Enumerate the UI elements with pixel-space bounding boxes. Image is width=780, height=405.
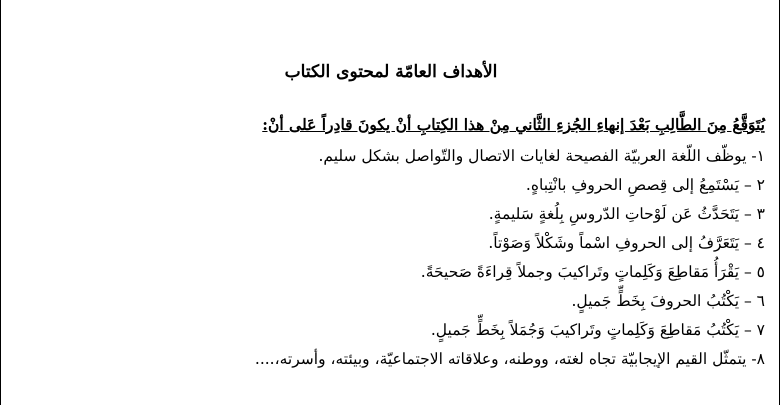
objective-item-4: ٤ – يَتَعَرَّفُ إلى الحروفِ اسْماً وشَكْلاً وَصَوْتاً. [488, 234, 765, 252]
objective-item-3: ٣ – يَتَحَدَّثُ عَن لَوْحاتِ الدّروسِ بِلُغةٍ سَليمةٍ. [488, 205, 765, 223]
objective-item-5: ٥ – يَقْرَأُ مَقاطِعَ وَكَلِماتٍ وتَراكيبَ وجملاً قِراءَةً صَحيحَةً. [420, 263, 765, 281]
objective-item-8: ٨- يتمثّل القيم الإيجابيّة تجاه لغته، ووطنه، وعلاقاته الاجتماعيّة، وبيئته، وأسرته،.... [254, 350, 765, 368]
objective-item-1: ١- يوظّف اللّغة العربيّة الفصيحة لغايات الاتصال والتّواصل بشكل سليم. [318, 147, 765, 165]
objective-item-2: ٢ – يَسْتَمِعُ إلى قِصصِ الحروفِ بانْتِباهٍ. [525, 176, 765, 194]
document-title: الأهداف العامّة لمحتوى الكتاب [284, 62, 498, 82]
objectives-list [25, 142, 765, 374]
objective-item-7: ٧ – يَكْتُبُ مَقاطِعَ وَكَلِماتٍ وتَراكيبَ وَجُمَلاً بِخَطٍّ جَميلٍ. [430, 321, 765, 339]
intro-sentence: يُتَوَقَّعُ مِنَ الطَّالِبِ بَعْدَ إنهاءِ الجُزءِ الثَّاني مِنْ هذا الكِتابِ أنْ يكونَ قادِراً عَلى أنْ: [262, 115, 765, 134]
objective-item-6: ٦ – يَكْتُبُ الحروفَ بِخَطٍّ جَميلٍ. [571, 292, 765, 310]
